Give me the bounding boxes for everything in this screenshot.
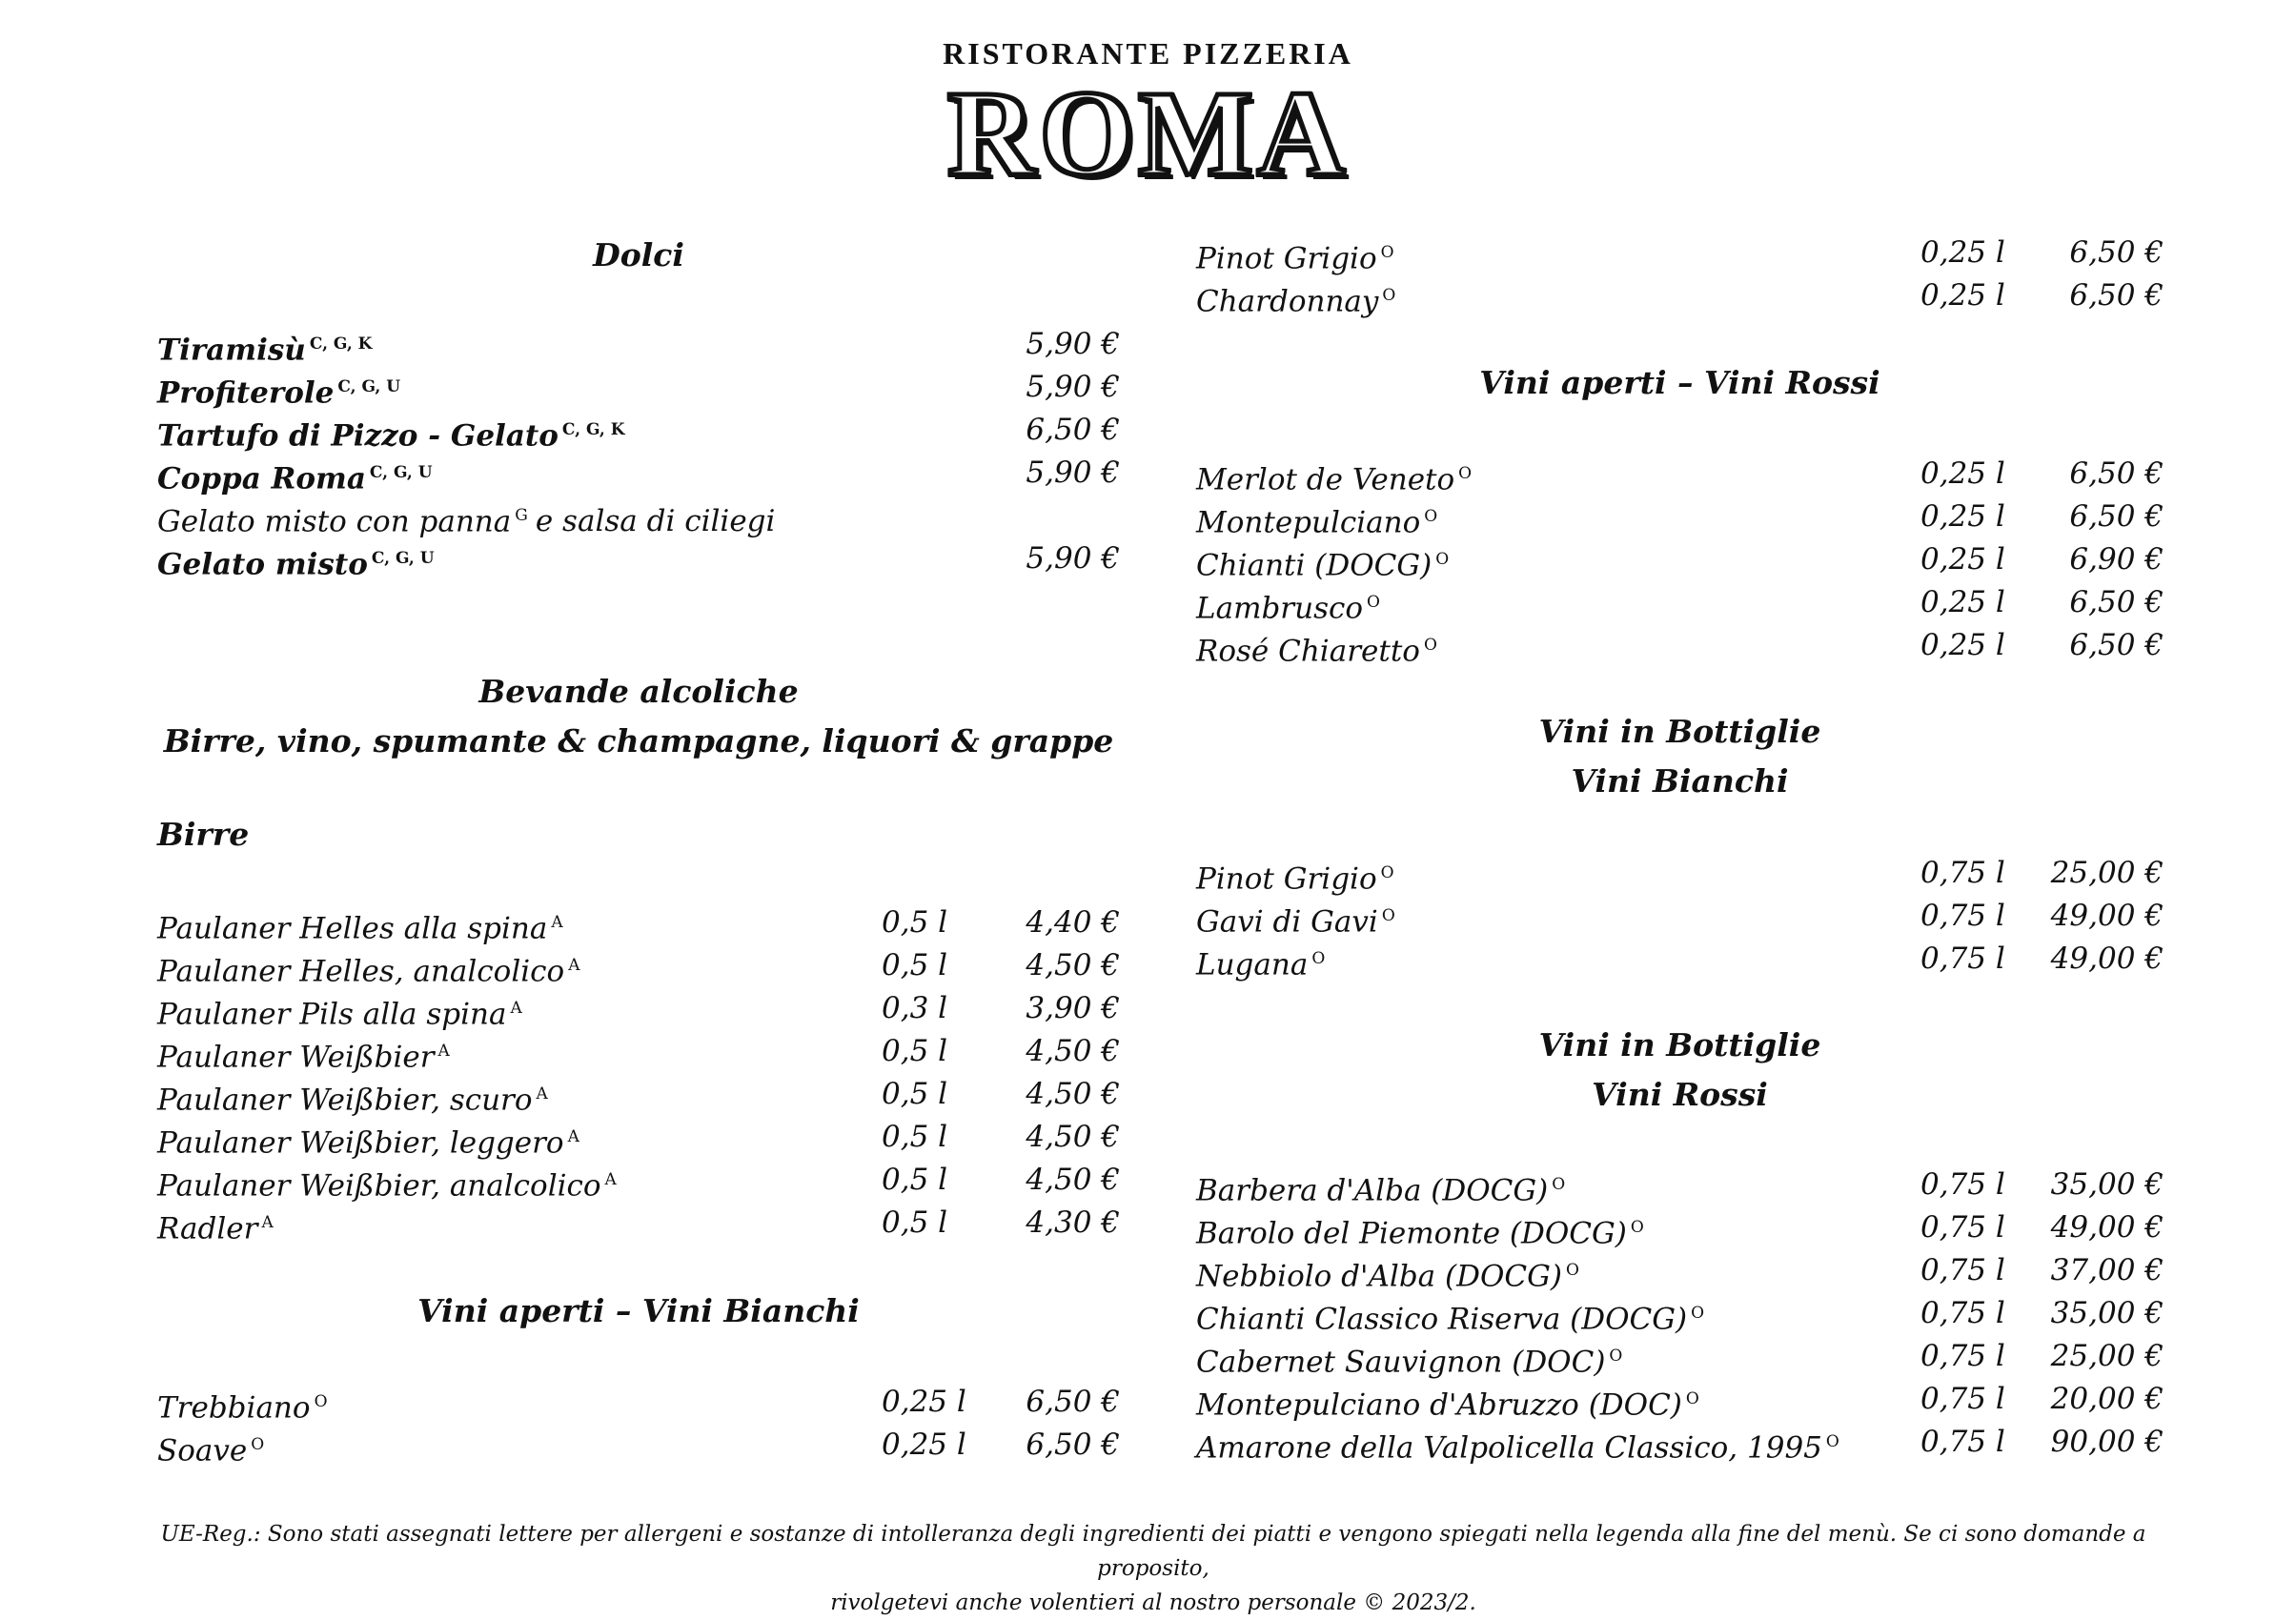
allergen-codes: A [551, 913, 563, 932]
menu-item-row [157, 986, 1120, 1030]
menu-item-price: 6,50 € [1026, 1428, 1120, 1462]
allergen-codes: O [1565, 1261, 1579, 1280]
menu-item-row [1196, 537, 2164, 581]
menu-item-label: Barolo del Piemonte (DOCG) [1196, 1216, 1627, 1251]
menu-item-size: 0,5 l [882, 1205, 948, 1240]
menu-item-label: Tiramisù [157, 333, 306, 368]
menu-item-price: 5,90 € [1026, 541, 1120, 576]
menu-item-size: 0,75 l [1920, 1382, 2005, 1416]
menu-item-size: 0,75 l [1920, 1296, 2005, 1330]
menu-item-row [157, 365, 1120, 409]
menu-item-size: 0,5 l [882, 1120, 948, 1154]
menu-item-row [157, 901, 1120, 944]
menu-item-size: 0,75 l [1920, 899, 2005, 933]
menu-item-row [1196, 937, 2164, 981]
menu-item-label: Chardonnay [1196, 284, 1379, 319]
menu-item-row [1196, 1248, 2164, 1292]
allergen-codes: O [1458, 464, 1473, 483]
menu-item-size: 0,25 l [882, 1385, 966, 1419]
allergen-codes: C, G, K [561, 420, 625, 439]
menu-item-size: 0,25 l [1920, 585, 2005, 619]
menu-item-price: 90,00 € [2050, 1425, 2164, 1459]
menu-item-price: 4,30 € [1026, 1205, 1120, 1240]
menu-item-label: Coppa Roma [157, 461, 366, 496]
menu-item-size: 0,25 l [1920, 628, 2005, 662]
menu-item-name [157, 1423, 264, 1472]
allergen-codes: C, G, U [371, 549, 435, 568]
footer-line-2: rivolgetevi anche volentieri al nostro personale © 2023/2. [830, 1590, 1476, 1615]
restaurant-subtitle: RISTORANTE PIZZERIA [943, 36, 1353, 71]
allergen-codes: A [510, 999, 522, 1018]
menu-item-label: Montepulciano d'Abruzzo (DOC) [1196, 1387, 1682, 1423]
allergen-codes: A [536, 1084, 548, 1104]
menu-item-row [1196, 894, 2164, 938]
menu-item-size: 0,5 l [882, 948, 948, 982]
menu-item-label: Tartufo di Pizzo - Gelato [157, 418, 559, 454]
menu-item-price: 3,90 € [1026, 991, 1120, 1025]
allergen-codes: O [1552, 1175, 1566, 1194]
menu-item-row [1196, 1205, 2164, 1249]
menu-item-label: Profiterole [157, 375, 335, 411]
footer-line-1: UE-Reg.: Sono stati assegnati lettere per allergeni e sostanze di intolleranza degli ingredienti dei piatti e vengono spiegati nella legenda alla fine del menù. Se ci sono domande a proposito, [160, 1522, 2146, 1581]
menu-item-name [157, 1201, 274, 1250]
menu-item-name [1196, 1420, 1839, 1469]
menu-item-name [1196, 273, 1395, 323]
menu-item-size: 0,25 l [1920, 499, 2005, 534]
menu-item-price: 6,50 € [1026, 413, 1120, 447]
menu-item-label: Gelato misto con panna [157, 504, 512, 539]
menu-item-size: 0,25 l [1920, 278, 2005, 313]
menu-item-size: 0,75 l [1920, 1425, 2005, 1459]
menu-item-price: 6,50 € [2069, 235, 2164, 270]
menu-item-row [1196, 1420, 2164, 1464]
menu-item-size: 0,25 l [1920, 542, 2005, 577]
allergen-codes: O [1380, 863, 1394, 882]
menu-item-label: Pinot Grigio [1196, 241, 1377, 276]
menu-item-label: Paulaner Weißbier, leggero [157, 1125, 564, 1161]
menu-item-price: 6,50 € [1026, 1385, 1120, 1419]
allergen-codes: A [568, 956, 580, 975]
menu-item-row [1196, 851, 2164, 895]
menu-item-row [1196, 1377, 2164, 1421]
menu-item-price: 4,50 € [1026, 948, 1120, 982]
restaurant-logo: ROMA [946, 66, 1350, 201]
menu-item-price: 5,90 € [1026, 327, 1120, 361]
menu-item-size: 0,5 l [882, 1034, 948, 1068]
allergen-codes: O [1382, 286, 1396, 305]
allergen-codes: O [1380, 243, 1394, 262]
menu-item-price: 5,90 € [1026, 370, 1120, 404]
menu-item-size: 0,75 l [1920, 942, 2005, 976]
menu-item-label: Radler [157, 1211, 258, 1246]
menu-item-label: Barbera d'Alba (DOCG) [1196, 1173, 1549, 1208]
menu-item-row [157, 1423, 1120, 1467]
allergen-codes: G [515, 506, 528, 525]
menu-item-label: Rosé Chiaretto [1196, 634, 1420, 669]
menu-item-label: Gavi di Gavi [1196, 904, 1378, 940]
allergen-codes: A [604, 1170, 617, 1189]
menu-item-price: 25,00 € [2050, 1339, 2164, 1373]
menu-item-name [1196, 623, 1437, 673]
allergen-codes: O [251, 1435, 265, 1454]
menu-item-size: 0,75 l [1920, 1339, 2005, 1373]
allergen-codes: O [1685, 1389, 1699, 1408]
menu-item-row [157, 1115, 1120, 1159]
menu-item-size: 0,25 l [1920, 235, 2005, 270]
menu-item-row [1196, 623, 2164, 667]
menu-item-price: 35,00 € [2050, 1167, 2164, 1202]
allergen-codes: O [1435, 550, 1450, 569]
allergen-codes: A [437, 1042, 450, 1061]
menu-item-label: Montepulciano [1196, 505, 1421, 540]
menu-item-row [157, 322, 1120, 366]
menu-item-label-suffix: e salsa di ciliegi [535, 504, 776, 539]
menu-item-label: Lugana [1196, 947, 1309, 982]
menu-item-size: 0,5 l [882, 905, 948, 940]
bevande-title: Bevande alcoliche [478, 673, 799, 710]
birre-title: Birre [157, 816, 250, 853]
menu-item-price: 35,00 € [2050, 1296, 2164, 1330]
menu-item-price: 5,90 € [1026, 456, 1120, 490]
allergen-codes: O [1367, 593, 1380, 612]
vini-aperti-bianchi-title: Vini aperti – Vini Bianchi [417, 1292, 860, 1329]
menu-item-label: Chianti (DOCG) [1196, 548, 1432, 583]
menu-item-size: 0,3 l [882, 991, 948, 1025]
menu-item-label: Paulaner Helles, analcolico [157, 954, 565, 989]
menu-item-label: Lambrusco [1196, 591, 1364, 626]
menu-item-row [1196, 452, 2164, 496]
menu-item-row [157, 1029, 1120, 1073]
menu-item-row [157, 1201, 1120, 1245]
menu-item-size: 0,75 l [1920, 1253, 2005, 1287]
menu-item-row [157, 1072, 1120, 1116]
menu-item-price: 6,90 € [2069, 542, 2164, 577]
allergen-codes: O [1630, 1218, 1644, 1237]
menu-item-label: Gelato misto [157, 547, 368, 582]
menu-item-row [1196, 495, 2164, 538]
menu-item-label: Paulaner Pils alla spina [157, 997, 507, 1032]
menu-item-size: 0,5 l [882, 1077, 948, 1111]
allergen-codes: O [1691, 1304, 1705, 1323]
menu-item-price: 20,00 € [2050, 1382, 2164, 1416]
menu-item-price: 49,00 € [2050, 1210, 2164, 1245]
restaurant-header [0, 36, 2296, 201]
menu-item-label: Soave [157, 1433, 248, 1468]
menu-item-size: 0,75 l [1920, 1167, 2005, 1202]
menu-item-size: 0,25 l [1920, 456, 2005, 491]
menu-item-price: 4,50 € [1026, 1077, 1120, 1111]
menu-item-label: Cabernet Sauvignon (DOC) [1196, 1345, 1606, 1380]
menu-item-label: Paulaner Weißbier [157, 1040, 435, 1075]
menu-item-row [157, 408, 1120, 452]
menu-item-label: Merlot de Veneto [1196, 462, 1455, 497]
bottiglie-bianchi-title: Vini in Bottiglie [1538, 713, 1821, 750]
menu-item-name [157, 537, 435, 586]
allergen-codes: O [1825, 1432, 1839, 1451]
menu-item-row [157, 451, 1120, 495]
allergen-codes: O [1423, 636, 1437, 655]
bottiglie-rossi-title: Vini in Bottiglie [1538, 1026, 1821, 1063]
allergen-codes: O [1311, 949, 1326, 968]
menu-item-price: 37,00 € [2050, 1253, 2164, 1287]
menu-item-row [157, 537, 1120, 580]
allergen-codes: A [261, 1213, 274, 1232]
menu-item-label: Chianti Classico Riserva (DOCG) [1196, 1302, 1688, 1337]
menu-item-price: 6,50 € [2069, 628, 2164, 662]
menu-item-label: Paulaner Helles alla spina [157, 911, 548, 946]
menu-item-label: Amarone della Valpolicella Classico, 1995 [1196, 1430, 1822, 1466]
menu-item-price: 25,00 € [2050, 856, 2164, 890]
menu-item-row [157, 1158, 1120, 1202]
menu-item-price: 4,50 € [1026, 1163, 1120, 1197]
menu-item-row [1196, 1334, 2164, 1378]
menu-item-price: 4,50 € [1026, 1034, 1120, 1068]
menu-item-price: 4,40 € [1026, 905, 1120, 940]
menu-item-row [157, 494, 1120, 537]
menu-item-row [157, 943, 1120, 987]
menu-item-row [1196, 231, 2164, 274]
allergen-codes: C, G, U [337, 377, 401, 396]
menu-item-price: 6,50 € [2069, 456, 2164, 491]
vini-aperti-rossi-title: Vini aperti – Vini Rossi [1479, 364, 1880, 401]
menu-item-size: 0,75 l [1920, 1210, 2005, 1245]
menu-item-price: 6,50 € [2069, 278, 2164, 313]
menu-item-size: 0,5 l [882, 1163, 948, 1197]
menu-item-size: 0,75 l [1920, 856, 2005, 890]
menu-item-row [157, 1380, 1120, 1424]
allergen-codes: C, G, U [369, 463, 433, 482]
allergen-codes: C, G, K [309, 334, 373, 354]
menu-item-label: Pinot Grigio [1196, 861, 1377, 897]
menu-item-name [1196, 937, 1325, 986]
bottiglie-bianchi-subtitle: Vini Bianchi [1571, 762, 1789, 800]
menu-item-label: Trebbiano [157, 1390, 311, 1426]
menu-item-row [1196, 1163, 2164, 1206]
allergen-codes: A [567, 1127, 579, 1146]
allergen-codes: O [1609, 1347, 1623, 1366]
bottiglie-rossi-subtitle: Vini Rossi [1592, 1076, 1768, 1113]
menu-item-row [1196, 273, 2164, 317]
menu-item-price: 6,50 € [2069, 499, 2164, 534]
menu-item-price: 49,00 € [2050, 942, 2164, 976]
menu-item-price: 6,50 € [2069, 585, 2164, 619]
menu-item-label: Nebbiolo d'Alba (DOCG) [1196, 1259, 1562, 1294]
dolci-title: Dolci [593, 236, 684, 273]
menu-item-price: 49,00 € [2050, 899, 2164, 933]
allergen-codes: O [314, 1392, 328, 1411]
menu-item-row [1196, 1291, 2164, 1335]
menu-item-size: 0,25 l [882, 1428, 966, 1462]
allergen-footer-note [152, 1517, 2154, 1620]
menu-item-label: Paulaner Weißbier, scuro [157, 1083, 533, 1118]
allergen-codes: O [1424, 507, 1438, 526]
allergen-codes: O [1381, 906, 1395, 925]
bevande-subtitle: Birre, vino, spumante & champagne, liquori & grappe [163, 722, 1114, 759]
menu-item-label: Paulaner Weißbier, analcolico [157, 1168, 601, 1204]
menu-item-price: 4,50 € [1026, 1120, 1120, 1154]
menu-item-row [1196, 580, 2164, 624]
